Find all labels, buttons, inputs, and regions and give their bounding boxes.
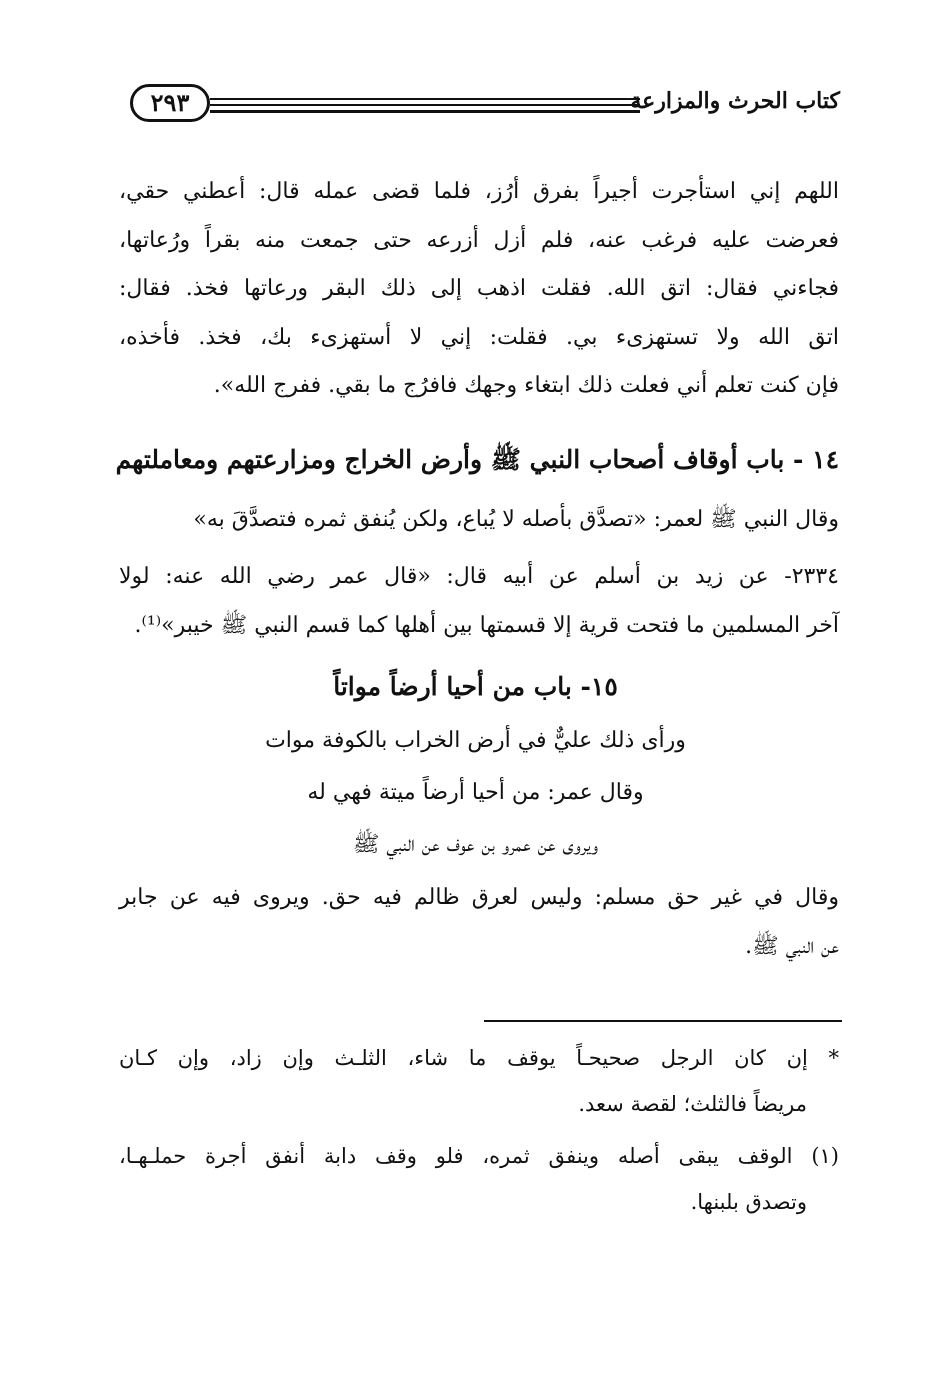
centered-text-line: وقال عمر: من أحيا أرضاً ميتة فهي له bbox=[307, 780, 644, 805]
text-line: فإن كنت تعلم أني فعلت ذلك ابتغاء وجهك فافرُج ما بقي. ففرج الله». bbox=[213, 373, 839, 398]
header-rule bbox=[210, 104, 640, 106]
section-14-heading: ١٤ - باب أوقاف أصحاب النبي ﷺ وأرض الخراج ومزارعتهم ومعاملتهم bbox=[115, 445, 839, 474]
text-line: فعرضت عليه فرغب عنه، فلم أزل أزرعه حتى جمعت منه بقراً ورُعاتها، bbox=[119, 227, 839, 253]
footnote-line: (١) الوقف يبقى أصله وينفق ثمره، فلو وقف دابة أنفق أجرة حملـهـا، bbox=[119, 1144, 839, 1168]
hadith-2334 bbox=[119, 553, 839, 650]
footnote-line: * إن كان الرجل صحيحـاً يوقف ما شاء، الثلـث وإن زاد، وإن كـان bbox=[119, 1046, 839, 1070]
footnote-star bbox=[119, 1035, 839, 1127]
text-line: ٢٣٣٤- عن زيد بن أسلم عن أبيه قال: «قال عمر رضي الله عنه: لولا bbox=[119, 564, 839, 589]
footnotes bbox=[119, 1035, 839, 1231]
header-rule bbox=[210, 110, 640, 113]
section-14-quote bbox=[119, 496, 839, 545]
footnote-separator bbox=[484, 1020, 842, 1022]
text-line: وقال النبي ﷺ لعمر: «تصدَّق بأصله لا يُباع، ولكن يُنفق ثمره فتصدَّقَ به» bbox=[193, 507, 839, 532]
page-number: ٢٩٣ bbox=[130, 84, 210, 122]
text-line: وقال في غير حق مسلم: وليس لعرق ظالم فيه حق. ويروى فيه عن جابر bbox=[119, 885, 839, 910]
text-line: فجاءني فقال: اتق الله. فقلت اذهب إلى ذلك البقر ورعاتها فخذ. فقال: bbox=[119, 276, 839, 301]
text-line: اللهم إني استأجرت أجيراً بفرق أرُز، فلما قضى عمله قال: أعطني حقي، bbox=[119, 179, 839, 204]
header-rule bbox=[210, 98, 640, 100]
text-line: اتق الله ولا تستهزىء بي. فقلت: إني لا أستهزىء بك، فخذ. فأخذه، bbox=[119, 324, 839, 350]
text-line: آخر المسلمين ما فتحت قرية إلا قسمتها بين أهلها كما قسم النبي ﷺ خيبر»⁽¹⁾. bbox=[134, 612, 839, 638]
centered-text-line: ويروى عن عمرو بن عوف عن النبي ﷺ bbox=[352, 832, 599, 857]
section-15-heading: ١٥- باب من أحيا أرضاً مواتاً bbox=[333, 672, 618, 701]
text-line: عن النبي ﷺ. bbox=[745, 933, 839, 959]
footnote-1 bbox=[119, 1133, 839, 1225]
centered-text-line: ورأى ذلك عليٌّ في أرض الخراب بالكوفة موات bbox=[265, 728, 686, 753]
paragraph-hadith-continuation bbox=[119, 168, 839, 411]
section-15-paragraph bbox=[119, 874, 839, 971]
footnote-line: وتصدق بلبنها. bbox=[690, 1190, 807, 1214]
book-title: كتاب الحرث والمزارعة bbox=[630, 88, 840, 114]
footnote-line: مريضاً فالثلث؛ لقصة سعد. bbox=[578, 1092, 807, 1116]
page-header bbox=[118, 84, 840, 132]
